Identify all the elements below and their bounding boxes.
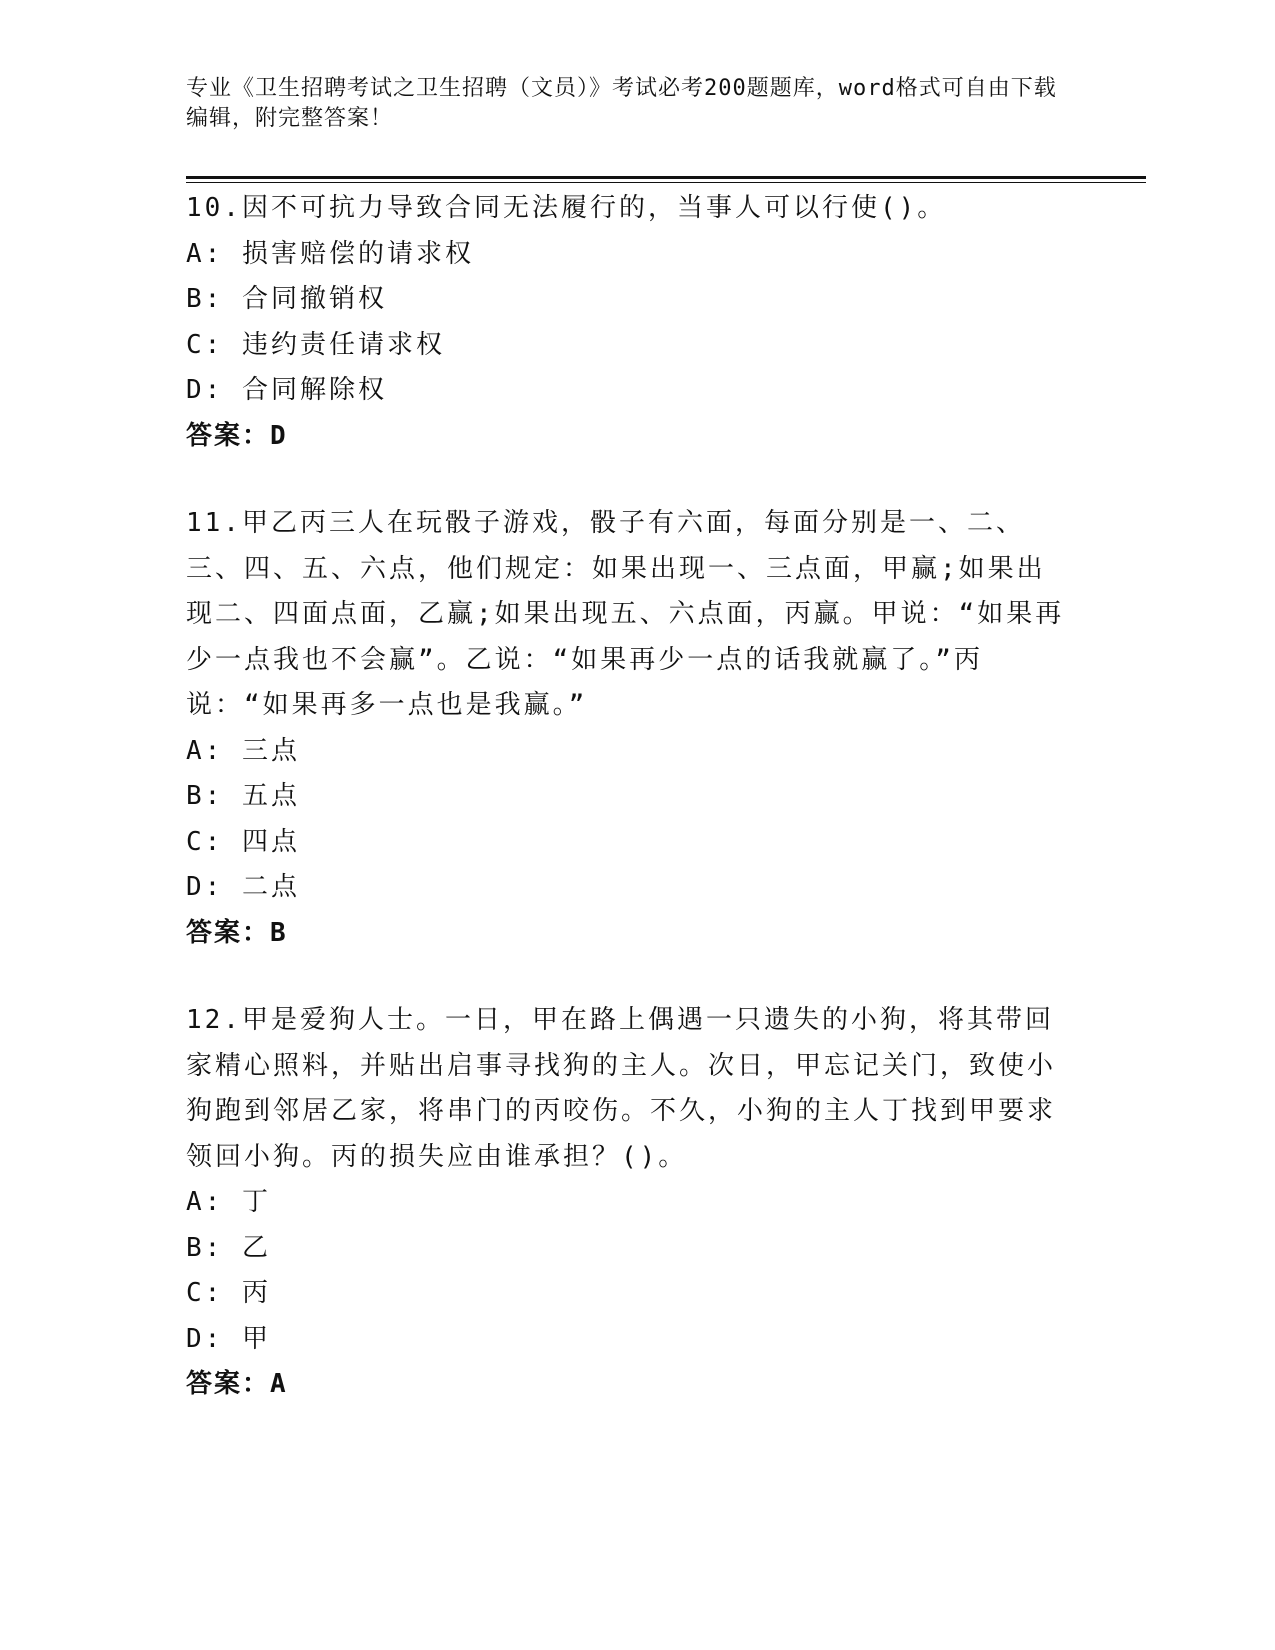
- answer-line: 答案：B: [186, 917, 288, 948]
- option-a: A: 三点: [186, 735, 300, 766]
- option-b: B: 合同撤销权: [186, 284, 387, 314]
- question-list: [186, 186, 1066, 1450]
- question-stem: 10.因不可抗力导致合同无法履行的，当事人可以行使()。: [186, 193, 947, 223]
- option-d: D: 合同解除权: [186, 375, 387, 405]
- answer-line: 答案：A: [186, 1369, 288, 1399]
- option-c: C: 丙: [186, 1278, 271, 1308]
- option-b: B: 乙: [186, 1232, 271, 1263]
- question-10: [186, 186, 1066, 459]
- header-divider-thin: [186, 182, 1146, 183]
- question-11: [186, 501, 1066, 956]
- option-d: D: 甲: [186, 1323, 271, 1354]
- option-a: A: 损害赔偿的请求权: [186, 238, 474, 269]
- option-c: C: 四点: [186, 826, 300, 857]
- header-divider-thick: [186, 176, 1146, 179]
- option-b: B: 五点: [186, 781, 300, 811]
- option-c: C: 违约责任请求权: [186, 329, 445, 360]
- option-d: D: 二点: [186, 872, 300, 902]
- answer-line: 答案：D: [186, 420, 288, 451]
- question-12: [186, 998, 1066, 1408]
- question-stem: 11.甲乙丙三人在玩骰子游戏，骰子有六面，每面分别是一、二、三、四、五、六点，他们规定：如果出现一、三点面，甲赢;如果出现二、四面点面，乙赢;如果出现五、六点面，丙赢。甲说：“如果再少一点我也不会赢”。乙说：“如果再少一点的话我就赢了。”丙说：“如果再多一点也是我赢。”: [186, 508, 1065, 720]
- document-header-intro: 专业《卫生招聘考试之卫生招聘（文员）》考试必考200题题库，word格式可自由下载编辑，附完整答案！: [186, 76, 1057, 131]
- option-a: A: 丁: [186, 1187, 271, 1217]
- question-stem: 12.甲是爱狗人士。一日，甲在路上偶遇一只遗失的小狗，将其带回家精心照料，并贴出启事寻找狗的主人。次日，甲忘记关门，致使小狗跑到邻居乙家，将串门的丙咬伤。不久，小狗的主人丁找到甲要求领回小狗。丙的损失应由谁承担？()。: [186, 1005, 1057, 1172]
